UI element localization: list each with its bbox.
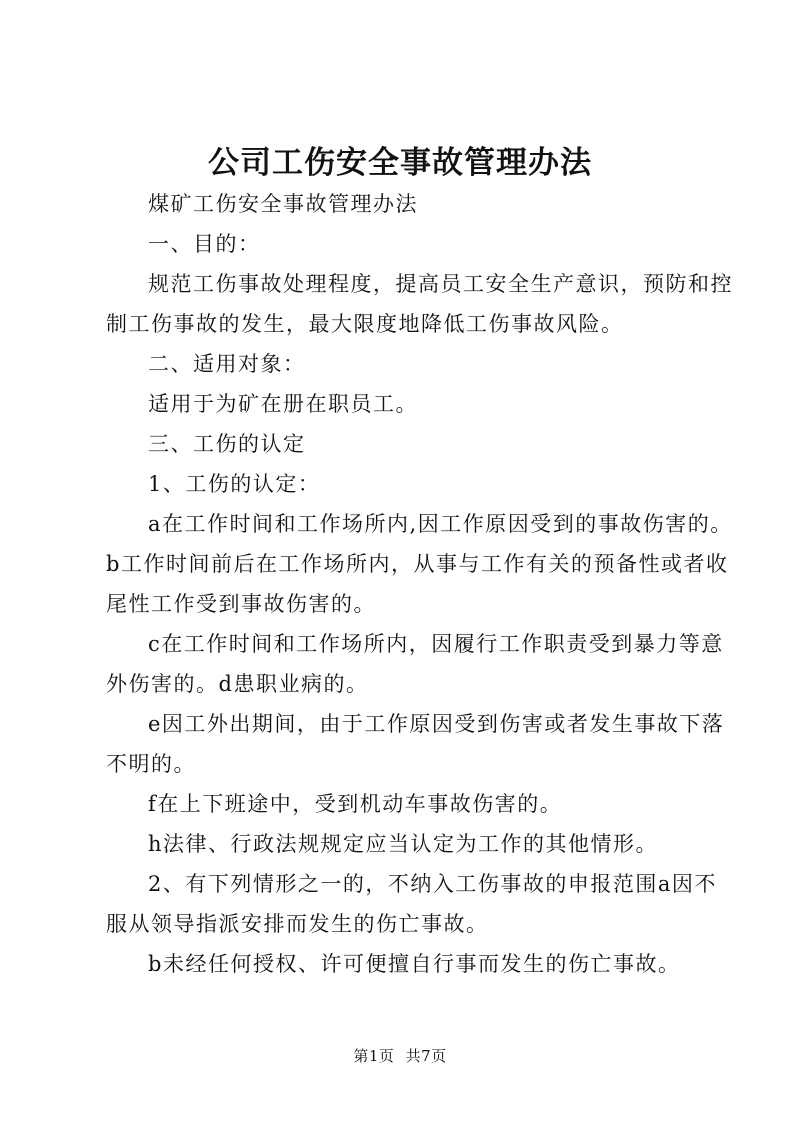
- text-line: f在上下班途中，受到机动车事故伤害的。: [148, 792, 563, 816]
- text-line: h法律、行政法规规定应当认定为工作的其他情形。: [148, 832, 659, 856]
- text-line: 外伤害的。d患职业病的。: [106, 672, 369, 696]
- text-line: 1、工伤的认定：: [148, 472, 321, 496]
- text-line: b工作时间前后在工作场所内，从事与工作有关的预备性或者收: [106, 552, 729, 576]
- text-line: 煤矿工伤安全事故管理办法: [148, 192, 418, 216]
- text-line: a在工作时间和工作场所内,因工作原因受到的事故伤害的。: [148, 512, 733, 536]
- text-line: 制工伤事故的发生，最大限度地降低工伤事故风险。: [106, 312, 624, 336]
- text-line: 尾性工作受到事故伤害的。: [106, 592, 376, 616]
- text-line: 不明的。: [106, 752, 196, 776]
- text-line: e因工外出期间，由于工作原因受到伤害或者发生事故下落: [148, 712, 725, 736]
- page-total: 共7页: [405, 1047, 447, 1065]
- page-number: 第1页: [353, 1047, 395, 1065]
- text-line: 适用于为矿在册在职员工。: [148, 392, 418, 416]
- document-title: 公司工伤安全事故管理办法: [208, 145, 592, 181]
- text-line: 三、工伤的认定: [148, 432, 306, 456]
- text-line: 二、适用对象：: [148, 352, 306, 376]
- text-line: b未经任何授权、许可便擅自行事而发生的伤亡事故。: [148, 952, 681, 976]
- text-line: 一、目的：: [148, 232, 261, 256]
- page-footer: [0, 1046, 800, 1066]
- text-line: 服从领导指派安排而发生的伤亡事故。: [106, 912, 489, 936]
- text-line: 规范工伤事故处理程度，提高员工安全生产意识，预防和控: [148, 272, 733, 296]
- text-line: 2、有下列情形之一的，不纳入工伤事故的申报范围a因不: [148, 872, 717, 896]
- document-body: [106, 184, 733, 984]
- text-line: c在工作时间和工作场所内，因履行工作职责受到暴力等意: [148, 632, 724, 656]
